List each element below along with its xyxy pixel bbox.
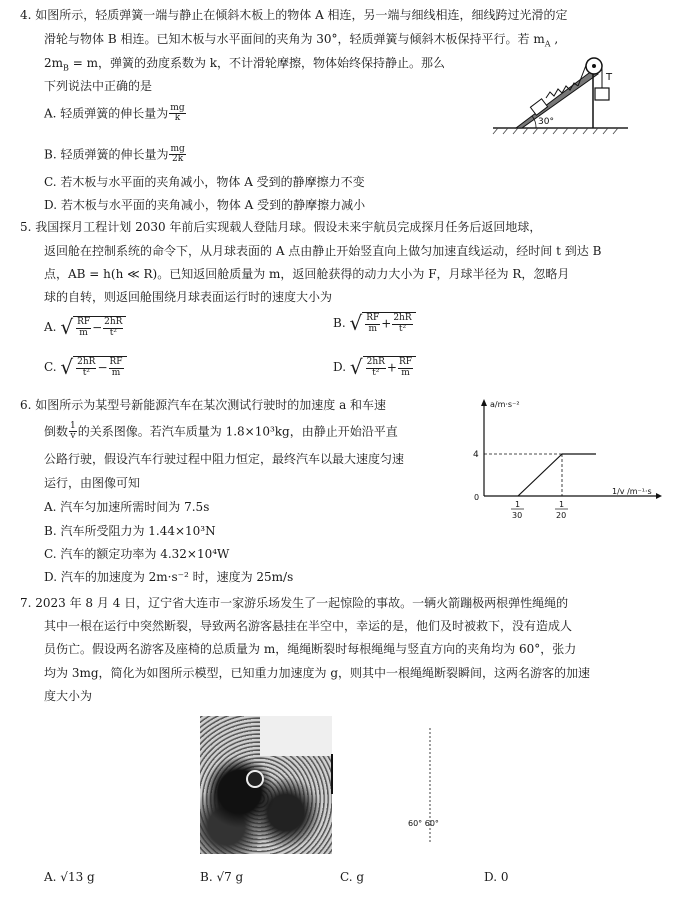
sqrt-symbol-icon: √ — [349, 355, 363, 379]
q4-stem-line3: $2m_B = m$，弹簧的劲度系数为 k，不计滑轮摩擦，物体始终保持静止。那么 — [44, 56, 446, 73]
q5-stem-line4: 球的自转，则返回舱围绕月球表面运行时的速度大小为 — [44, 290, 333, 304]
q6-option-b[interactable]: B. 汽车所受阻力为 1.44×10³N — [44, 524, 216, 538]
q5-option-c[interactable]: C. √ $\frac{2hR}{\text{t²}}$ − $\frac{RF}{m}$ — [44, 352, 127, 383]
q7-option-c[interactable]: C. g — [340, 870, 365, 884]
q6-y-axis-label: a/m·s⁻² — [490, 400, 520, 409]
sqrt-symbol-icon: √ — [60, 315, 74, 339]
q5-stem-line3: 点，AB = h(h ≪ R)。已知返回舱质量为 m，返回舱获得的动力大小为 F，月球半径为 R，忽略月 — [44, 267, 570, 281]
q7-stem-line3: 员伤亡。假设两名游客及座椅的总质量为 m，绳绳断裂时每根绳绳与竖直方向的夹角均为 60°，张力 — [44, 642, 577, 656]
q5-stem-line2: 返回舱在控制系统的命令下，从月球表面的 A 点由静止开始竖直向上做匀加速直线运动，经时间 t 到达 B — [44, 244, 602, 258]
q6-stem-line4: 运行，由图像可知 — [44, 476, 141, 490]
q6-x-tick-2-numerator: 1 — [559, 500, 565, 509]
q7-stem-line5: 度大小为 — [44, 689, 93, 703]
q6-stem-line3: 公路行驶，假设汽车行驶过程中阻力恒定，最终汽车以最大速度匀速 — [44, 452, 405, 466]
q4-angle-label: 30° — [538, 117, 554, 127]
q7-option-d[interactable]: D. 0 — [484, 870, 509, 884]
q5-option-d[interactable]: D. √ $\frac{2hR}{\text{t²}}$ + $\frac{RF}{m}$ — [333, 352, 416, 383]
q4-stem-line2: 滑轮与物体 B 相连。已知木板与水平面间的夹角为 30°，轻质弹簧与倾斜木板保持平行。若 $m_A$ , — [44, 32, 559, 49]
q4-option-b[interactable]: B. 轻质弹簧的伸长量为 $\frac{mg}{2k}$ — [44, 144, 185, 165]
q6-y-tick-4: 4 — [473, 450, 479, 460]
q7-stem-line4: 均为 3mg，简化为如图所示模型，已知重力加速度为 g，则其中一根绳绳断裂瞬间，这两名游客的加速 — [44, 666, 591, 680]
q6-option-d[interactable]: D. 汽车的加速度为 2m·s⁻² 时，速度为 25m/s — [44, 570, 294, 584]
q5-stem-line1: 5. 我国探月工程计划 2030 年前后实现载人登陆月球。假设未来宇航员完成探月任务后返回地球， — [20, 220, 542, 234]
q4-option-d[interactable]: D. 若木板与水平面的夹角减小，物体 A 受到的静摩擦力减小 — [44, 198, 366, 212]
q4-incline-figure — [488, 40, 638, 135]
q6-x-tick-1-numerator: 1 — [515, 500, 521, 509]
q7-angle-labels: 60° 60° — [408, 819, 439, 828]
q4-option-a[interactable]: A. 轻质弹簧的伸长量为 $\frac{mg}{k}$ — [44, 103, 185, 124]
q6-acceleration-graph — [466, 396, 666, 526]
q7-rope-model-figure — [320, 724, 480, 854]
q5-option-b[interactable]: B. √ $\frac{RF}{m}$ + $\frac{2hR}{\text{t²}}$ — [333, 308, 416, 339]
q6-origin-label: 0 — [474, 493, 480, 502]
q7-stem-line1: 7. 2023 年 8 月 4 日，辽宁省大连市一家游乐场发生了一起惊险的事故。一辆火箭蹦极两根弹性绳绳的 — [20, 596, 569, 610]
q6-stem-line1: 6. 如图所示为某型号新能源汽车在某次测试行驶时的加速度 a 和车速 — [20, 398, 387, 412]
q7-photo-capsule-icon — [246, 770, 264, 788]
q5-option-a[interactable]: A. √ $\frac{RF}{m}$ − $\frac{2hR}{\text{t²}}$ — [44, 312, 126, 343]
q6-option-a[interactable]: A. 汽车匀加速所需时间为 7.5s — [44, 500, 210, 514]
q7-option-a[interactable]: A. √13 g — [44, 870, 95, 884]
q7-stem-line2: 其中一根在运行中突然断裂，导致两名游客悬挂在半空中，幸运的是，他们及时被救下，没有造成人 — [44, 619, 573, 633]
q4-option-c[interactable]: C. 若木板与水平面的夹角减小，物体 A 受到的静摩擦力不变 — [44, 175, 365, 189]
q4-stem-line4: 下列说法中正确的是 — [44, 79, 153, 93]
q7-option-b[interactable]: B. √7 g — [200, 870, 244, 884]
q7-accident-photo — [200, 716, 332, 854]
sqrt-symbol-icon: √ — [60, 355, 74, 379]
q6-x-tick-1-denominator: 30 — [512, 511, 523, 520]
q4-figure-t-label: T — [606, 72, 613, 83]
q6-stem-line2: 倒数 $\frac{1}{v}$ 的关系图像。若汽车质量为 1.8×10³kg，由静止开始沿平直 — [44, 421, 398, 442]
q6-x-tick-2-denominator: 20 — [556, 511, 567, 520]
q6-x-axis-label: 1/v /m⁻¹·s — [612, 487, 652, 496]
sqrt-symbol-icon: √ — [349, 311, 363, 335]
q6-option-c[interactable]: C. 汽车的额定功率为 4.32×10⁴W — [44, 547, 230, 561]
q4-stem-line1: 4. 如图所示，轻质弹簧一端与静止在倾斜木板上的物体 A 相连，另一端与细线相连，细线跨过光滑的定 — [20, 8, 568, 22]
